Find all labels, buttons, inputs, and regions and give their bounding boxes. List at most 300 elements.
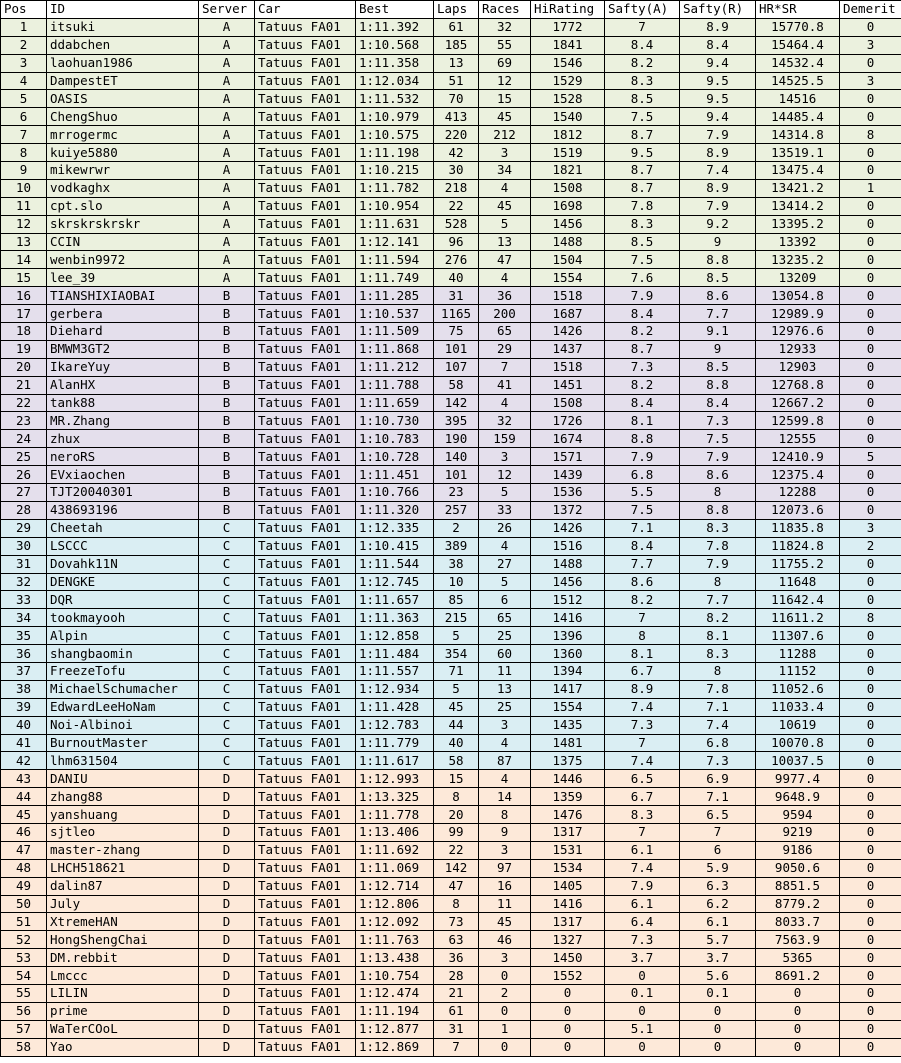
cell-safty-r: 9.5	[680, 90, 756, 108]
cell-safty-a: 0	[605, 1002, 680, 1020]
cell-pos: 34	[1, 609, 47, 627]
cell-car: Tatuus FA01	[255, 179, 356, 197]
cell-laps: 5	[434, 680, 479, 698]
cell-safty-a: 7.7	[605, 555, 680, 573]
cell-laps: 31	[434, 1020, 479, 1038]
cell-id: Cheetah	[47, 519, 199, 537]
cell-demerit: 0	[840, 949, 901, 967]
cell-pos: 55	[1, 984, 47, 1002]
cell-demerit: 0	[840, 984, 901, 1002]
cell-safty-a: 7.4	[605, 698, 680, 716]
cell-laps: 70	[434, 90, 479, 108]
cell-id: skrskrskrskr	[47, 215, 199, 233]
cell-hirating: 1554	[531, 698, 605, 716]
cell-safty-a: 8.7	[605, 340, 680, 358]
cell-id: Diehard	[47, 323, 199, 341]
cell-safty-r: 7.8	[680, 537, 756, 555]
cell-best: 1:12.714	[356, 877, 434, 895]
cell-demerit: 0	[840, 967, 901, 985]
table-row	[1, 233, 901, 251]
cell-safty-a: 8.8	[605, 430, 680, 448]
cell-id: Alpin	[47, 627, 199, 645]
cell-hr-sr: 12410.9	[756, 448, 840, 466]
cell-hirating: 1488	[531, 233, 605, 251]
cell-best: 1:10.568	[356, 36, 434, 54]
cell-best: 1:13.325	[356, 788, 434, 806]
cell-hr-sr: 12667.2	[756, 394, 840, 412]
cell-races: 45	[479, 197, 531, 215]
cell-id: sjtleo	[47, 823, 199, 841]
cell-safty-r: 8.3	[680, 645, 756, 663]
cell-hirating: 1841	[531, 36, 605, 54]
cell-hr-sr: 11642.4	[756, 591, 840, 609]
cell-best: 1:11.692	[356, 841, 434, 859]
table-body	[1, 18, 901, 1056]
cell-hirating: 1446	[531, 770, 605, 788]
cell-races: 3	[479, 448, 531, 466]
cell-safty-r: 8.4	[680, 36, 756, 54]
cell-laps: 96	[434, 233, 479, 251]
cell-id: IkareYuy	[47, 358, 199, 376]
cell-demerit: 0	[840, 627, 901, 645]
cell-pos: 2	[1, 36, 47, 54]
cell-best: 1:11.428	[356, 698, 434, 716]
cell-hirating: 1359	[531, 788, 605, 806]
cell-hr-sr: 14525.5	[756, 72, 840, 90]
cell-laps: 101	[434, 466, 479, 484]
cell-id: zhang88	[47, 788, 199, 806]
cell-car: Tatuus FA01	[255, 448, 356, 466]
cell-races: 159	[479, 430, 531, 448]
cell-best: 1:12.335	[356, 519, 434, 537]
cell-id: AlanHX	[47, 376, 199, 394]
cell-safty-r: 7.1	[680, 788, 756, 806]
cell-demerit: 0	[840, 305, 901, 323]
cell-server: A	[199, 179, 255, 197]
cell-best: 1:11.484	[356, 645, 434, 663]
cell-server: B	[199, 466, 255, 484]
column-header-laps: Laps	[434, 1, 479, 19]
table-row	[1, 662, 901, 680]
cell-safty-r: 0	[680, 1038, 756, 1056]
table-row	[1, 430, 901, 448]
cell-safty-r: 6.9	[680, 770, 756, 788]
table-row	[1, 144, 901, 162]
cell-hr-sr: 11288	[756, 645, 840, 663]
cell-best: 1:11.868	[356, 340, 434, 358]
table-row	[1, 555, 901, 573]
cell-pos: 28	[1, 501, 47, 519]
cell-hr-sr: 9977.4	[756, 770, 840, 788]
cell-races: 5	[479, 573, 531, 591]
cell-server: A	[199, 36, 255, 54]
table-row	[1, 90, 901, 108]
cell-demerit: 3	[840, 36, 901, 54]
cell-server: C	[199, 716, 255, 734]
cell-pos: 7	[1, 126, 47, 144]
cell-laps: 395	[434, 412, 479, 430]
cell-best: 1:10.537	[356, 305, 434, 323]
cell-car: Tatuus FA01	[255, 358, 356, 376]
cell-pos: 38	[1, 680, 47, 698]
cell-hirating: 1687	[531, 305, 605, 323]
cell-demerit: 0	[840, 197, 901, 215]
cell-hirating: 1435	[531, 716, 605, 734]
cell-pos: 13	[1, 233, 47, 251]
cell-server: D	[199, 913, 255, 931]
cell-car: Tatuus FA01	[255, 734, 356, 752]
cell-safty-r: 9.1	[680, 323, 756, 341]
cell-id: DM.rebbit	[47, 949, 199, 967]
cell-safty-a: 7.5	[605, 251, 680, 269]
cell-laps: 15	[434, 770, 479, 788]
cell-best: 1:11.659	[356, 394, 434, 412]
cell-pos: 18	[1, 323, 47, 341]
cell-car: Tatuus FA01	[255, 269, 356, 287]
table-row	[1, 251, 901, 269]
cell-hr-sr: 12073.6	[756, 501, 840, 519]
cell-best: 1:12.141	[356, 233, 434, 251]
cell-hirating: 1426	[531, 323, 605, 341]
cell-safty-a: 7.6	[605, 269, 680, 287]
table-row	[1, 806, 901, 824]
cell-pos: 49	[1, 877, 47, 895]
cell-safty-a: 6.1	[605, 841, 680, 859]
cell-safty-r: 7.5	[680, 430, 756, 448]
cell-id: CCIN	[47, 233, 199, 251]
table-row	[1, 108, 901, 126]
cell-hirating: 1417	[531, 680, 605, 698]
table-row	[1, 895, 901, 913]
cell-demerit: 0	[840, 555, 901, 573]
cell-safty-r: 8.6	[680, 466, 756, 484]
cell-server: C	[199, 734, 255, 752]
cell-pos: 10	[1, 179, 47, 197]
cell-best: 1:12.783	[356, 716, 434, 734]
cell-pos: 5	[1, 90, 47, 108]
cell-laps: 22	[434, 841, 479, 859]
cell-hr-sr: 12555	[756, 430, 840, 448]
cell-races: 4	[479, 179, 531, 197]
cell-id: TIANSHIXIAOBAI	[47, 287, 199, 305]
header-row	[1, 1, 901, 19]
cell-id: OASIS	[47, 90, 199, 108]
cell-id: prime	[47, 1002, 199, 1020]
cell-id: Dovahk11N	[47, 555, 199, 573]
cell-safty-r: 9.4	[680, 108, 756, 126]
cell-pos: 51	[1, 913, 47, 931]
cell-id: lee_39	[47, 269, 199, 287]
cell-safty-a: 7.9	[605, 448, 680, 466]
cell-hr-sr: 11835.8	[756, 519, 840, 537]
cell-hr-sr: 12768.8	[756, 376, 840, 394]
cell-best: 1:11.617	[356, 752, 434, 770]
cell-safty-a: 6.7	[605, 662, 680, 680]
cell-car: Tatuus FA01	[255, 752, 356, 770]
cell-safty-r: 7	[680, 823, 756, 841]
cell-demerit: 0	[840, 430, 901, 448]
cell-server: B	[199, 412, 255, 430]
cell-laps: 413	[434, 108, 479, 126]
cell-races: 200	[479, 305, 531, 323]
table-row	[1, 179, 901, 197]
cell-laps: 99	[434, 823, 479, 841]
cell-hr-sr: 13235.2	[756, 251, 840, 269]
cell-races: 4	[479, 269, 531, 287]
cell-laps: 7	[434, 1038, 479, 1056]
cell-laps: 61	[434, 1002, 479, 1020]
table-row	[1, 823, 901, 841]
cell-server: D	[199, 949, 255, 967]
cell-hr-sr: 14516	[756, 90, 840, 108]
cell-best: 1:10.575	[356, 126, 434, 144]
cell-best: 1:12.474	[356, 984, 434, 1002]
cell-pos: 50	[1, 895, 47, 913]
cell-demerit: 0	[840, 394, 901, 412]
cell-hirating: 1528	[531, 90, 605, 108]
cell-id: EVxiaochen	[47, 466, 199, 484]
cell-best: 1:10.954	[356, 197, 434, 215]
cell-safty-r: 8.8	[680, 376, 756, 394]
cell-id: HongShengChai	[47, 931, 199, 949]
cell-car: Tatuus FA01	[255, 841, 356, 859]
table-row	[1, 519, 901, 537]
cell-server: C	[199, 752, 255, 770]
cell-hr-sr: 14314.8	[756, 126, 840, 144]
cell-laps: 58	[434, 752, 479, 770]
cell-safty-a: 7.1	[605, 519, 680, 537]
cell-laps: 40	[434, 734, 479, 752]
cell-demerit: 0	[840, 233, 901, 251]
cell-hirating: 1396	[531, 627, 605, 645]
cell-car: Tatuus FA01	[255, 859, 356, 877]
cell-car: Tatuus FA01	[255, 215, 356, 233]
cell-id: kuiye5880	[47, 144, 199, 162]
cell-laps: 354	[434, 645, 479, 663]
cell-car: Tatuus FA01	[255, 680, 356, 698]
cell-hr-sr: 5365	[756, 949, 840, 967]
cell-pos: 24	[1, 430, 47, 448]
cell-server: B	[199, 448, 255, 466]
cell-pos: 11	[1, 197, 47, 215]
cell-races: 87	[479, 752, 531, 770]
cell-server: D	[199, 806, 255, 824]
cell-laps: 36	[434, 949, 479, 967]
cell-hirating: 1519	[531, 144, 605, 162]
cell-car: Tatuus FA01	[255, 698, 356, 716]
cell-best: 1:11.544	[356, 555, 434, 573]
cell-best: 1:10.766	[356, 484, 434, 502]
cell-demerit: 2	[840, 537, 901, 555]
cell-server: B	[199, 430, 255, 448]
cell-safty-r: 9.5	[680, 72, 756, 90]
cell-car: Tatuus FA01	[255, 591, 356, 609]
cell-hirating: 1674	[531, 430, 605, 448]
table-row	[1, 591, 901, 609]
cell-hirating: 1456	[531, 573, 605, 591]
cell-id: MR.Zhang	[47, 412, 199, 430]
cell-id: master-zhang	[47, 841, 199, 859]
cell-safty-r: 8.4	[680, 394, 756, 412]
cell-safty-a: 7	[605, 18, 680, 36]
cell-pos: 37	[1, 662, 47, 680]
column-header-hirating: HiRating	[531, 1, 605, 19]
cell-races: 34	[479, 162, 531, 180]
cell-hr-sr: 0	[756, 1002, 840, 1020]
cell-demerit: 0	[840, 698, 901, 716]
cell-hirating: 1439	[531, 466, 605, 484]
cell-hirating: 1518	[531, 287, 605, 305]
cell-hirating: 1504	[531, 251, 605, 269]
cell-server: C	[199, 555, 255, 573]
cell-pos: 1	[1, 18, 47, 36]
cell-safty-r: 8.8	[680, 501, 756, 519]
cell-safty-a: 6.8	[605, 466, 680, 484]
cell-hr-sr: 8779.2	[756, 895, 840, 913]
cell-races: 13	[479, 680, 531, 698]
cell-demerit: 0	[840, 412, 901, 430]
cell-demerit: 3	[840, 72, 901, 90]
cell-races: 13	[479, 233, 531, 251]
cell-car: Tatuus FA01	[255, 126, 356, 144]
cell-hr-sr: 10037.5	[756, 752, 840, 770]
cell-car: Tatuus FA01	[255, 1002, 356, 1020]
cell-demerit: 0	[840, 841, 901, 859]
cell-demerit: 0	[840, 895, 901, 913]
cell-id: WaTerCOoL	[47, 1020, 199, 1038]
cell-hirating: 1812	[531, 126, 605, 144]
cell-id: MichaelSchumacher	[47, 680, 199, 698]
cell-safty-a: 6.4	[605, 913, 680, 931]
cell-safty-r: 9.2	[680, 215, 756, 233]
cell-hr-sr: 12989.9	[756, 305, 840, 323]
cell-safty-a: 8.1	[605, 645, 680, 663]
cell-pos: 6	[1, 108, 47, 126]
cell-laps: 22	[434, 197, 479, 215]
cell-demerit: 0	[840, 1038, 901, 1056]
table-row	[1, 269, 901, 287]
column-header-pos: Pos	[1, 1, 47, 19]
cell-safty-r: 8.3	[680, 519, 756, 537]
cell-best: 1:11.778	[356, 806, 434, 824]
cell-safty-r: 8.6	[680, 287, 756, 305]
cell-safty-r: 6.1	[680, 913, 756, 931]
cell-safty-a: 8.4	[605, 537, 680, 555]
cell-races: 69	[479, 54, 531, 72]
cell-safty-r: 9	[680, 233, 756, 251]
cell-server: A	[199, 144, 255, 162]
table-row	[1, 609, 901, 627]
cell-car: Tatuus FA01	[255, 376, 356, 394]
cell-server: B	[199, 340, 255, 358]
cell-safty-a: 6.7	[605, 788, 680, 806]
table-row	[1, 645, 901, 663]
cell-server: B	[199, 501, 255, 519]
cell-car: Tatuus FA01	[255, 18, 356, 36]
cell-hr-sr: 11611.2	[756, 609, 840, 627]
table-row	[1, 466, 901, 484]
cell-races: 4	[479, 770, 531, 788]
cell-laps: 142	[434, 859, 479, 877]
cell-safty-a: 7.5	[605, 108, 680, 126]
cell-hirating: 1405	[531, 877, 605, 895]
cell-best: 1:11.363	[356, 609, 434, 627]
table-row	[1, 394, 901, 412]
cell-car: Tatuus FA01	[255, 1020, 356, 1038]
cell-laps: 215	[434, 609, 479, 627]
cell-hr-sr: 12288	[756, 484, 840, 502]
table-row	[1, 126, 901, 144]
cell-id: neroRS	[47, 448, 199, 466]
cell-hirating: 1772	[531, 18, 605, 36]
cell-hirating: 0	[531, 984, 605, 1002]
cell-safty-r: 6.8	[680, 734, 756, 752]
table-row	[1, 913, 901, 931]
cell-pos: 16	[1, 287, 47, 305]
cell-id: tank88	[47, 394, 199, 412]
cell-races: 46	[479, 931, 531, 949]
cell-hr-sr: 0	[756, 1038, 840, 1056]
cell-demerit: 0	[840, 913, 901, 931]
cell-pos: 14	[1, 251, 47, 269]
cell-laps: 47	[434, 877, 479, 895]
cell-server: A	[199, 108, 255, 126]
cell-races: 25	[479, 698, 531, 716]
cell-races: 212	[479, 126, 531, 144]
cell-demerit: 3	[840, 519, 901, 537]
cell-server: A	[199, 233, 255, 251]
cell-races: 32	[479, 412, 531, 430]
cell-safty-r: 7.3	[680, 412, 756, 430]
cell-laps: 190	[434, 430, 479, 448]
cell-demerit: 0	[840, 591, 901, 609]
cell-safty-r: 9.4	[680, 54, 756, 72]
cell-server: A	[199, 269, 255, 287]
cell-id: LHCH518621	[47, 859, 199, 877]
cell-car: Tatuus FA01	[255, 287, 356, 305]
cell-safty-r: 7.8	[680, 680, 756, 698]
column-header-id: ID	[47, 1, 199, 19]
cell-safty-r: 0	[680, 1002, 756, 1020]
cell-laps: 10	[434, 573, 479, 591]
cell-best: 1:11.788	[356, 376, 434, 394]
cell-demerit: 0	[840, 162, 901, 180]
cell-demerit: 0	[840, 859, 901, 877]
cell-best: 1:11.285	[356, 287, 434, 305]
cell-best: 1:13.438	[356, 949, 434, 967]
cell-id: DANIU	[47, 770, 199, 788]
table-row	[1, 412, 901, 430]
table-row	[1, 967, 901, 985]
cell-best: 1:13.406	[356, 823, 434, 841]
cell-races: 14	[479, 788, 531, 806]
cell-demerit: 0	[840, 215, 901, 233]
cell-best: 1:12.806	[356, 895, 434, 913]
table-row	[1, 484, 901, 502]
cell-pos: 35	[1, 627, 47, 645]
cell-hirating: 0	[531, 1020, 605, 1038]
cell-car: Tatuus FA01	[255, 430, 356, 448]
cell-safty-a: 0	[605, 1038, 680, 1056]
cell-demerit: 0	[840, 770, 901, 788]
table-row	[1, 36, 901, 54]
cell-hr-sr: 8033.7	[756, 913, 840, 931]
cell-best: 1:10.215	[356, 162, 434, 180]
cell-id: EdwardLeeHoNam	[47, 698, 199, 716]
cell-id: vodkaghx	[47, 179, 199, 197]
cell-demerit: 0	[840, 90, 901, 108]
cell-safty-a: 8.4	[605, 36, 680, 54]
